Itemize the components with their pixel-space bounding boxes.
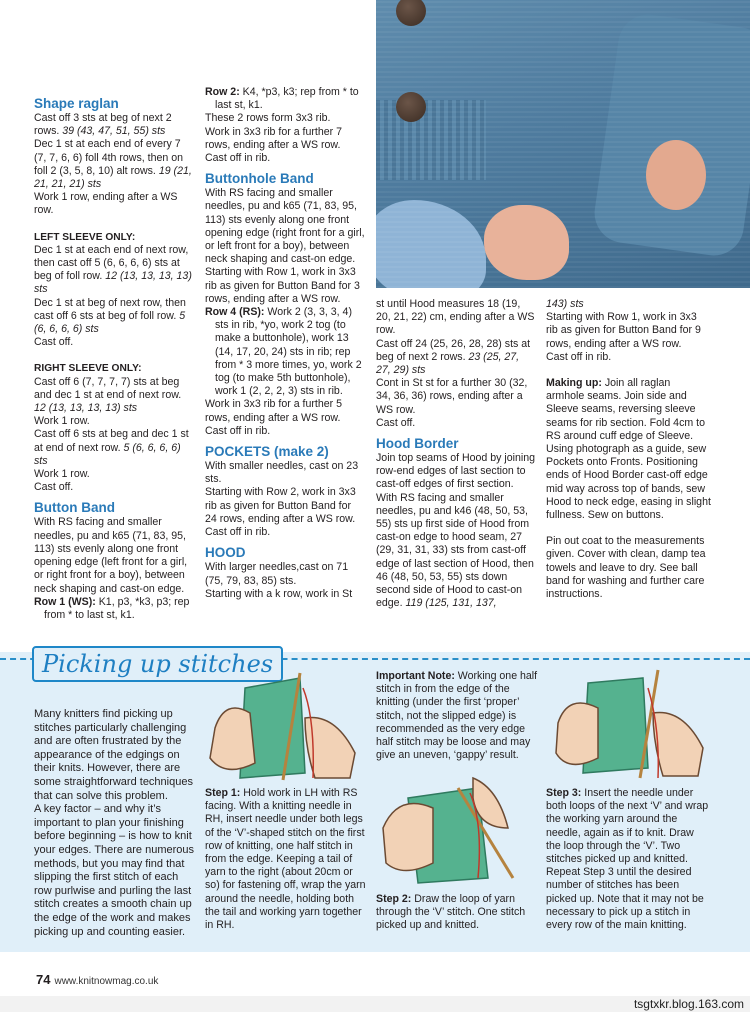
buttonhole-band-heading: Buttonhole Band bbox=[205, 171, 314, 187]
step-1-illustration bbox=[205, 668, 365, 783]
column-1 bbox=[34, 96, 194, 622]
picking-intro bbox=[34, 708, 196, 939]
hood-heading: HOOD bbox=[205, 545, 246, 561]
photo-button-bottom bbox=[396, 92, 426, 122]
website-url: www.knitnowmag.co.uk bbox=[54, 976, 159, 987]
step-2 bbox=[376, 893, 538, 933]
photo-hand-right bbox=[646, 140, 706, 210]
text: With larger needles,cast on 71 (75, 79, 83, 85) sts. bbox=[205, 561, 349, 587]
credit-text: tsgtxkr.blog.163.com bbox=[633, 997, 744, 1011]
step-2-illustration bbox=[378, 768, 538, 888]
right-sleeve-heading: RIGHT SLEEVE ONLY: bbox=[34, 363, 142, 375]
text: Cast off in rib. bbox=[205, 152, 271, 165]
text: A key factor – and why it’s important to plan your finishing before beginning – is how to knit your edges. There are numerous methods, but you may find that slipping the first stitch of each row purlwise and purling the last stitch creates a smooth chain up the edge of the work and makes picking up and counting easier. bbox=[34, 803, 194, 938]
text: Cast off in rib. bbox=[205, 424, 271, 437]
column-2 bbox=[205, 86, 365, 601]
text: Pin out coat to the measurements given. Cover with clean, damp tea towels and leave to dry. See ball band for washing and further care instructions. bbox=[546, 535, 706, 601]
text: Dec 1 st at each end of every 7 (7, 7, 6, 6) foll 4th rows, then on foll 2 (3, 5, 8, 10) alt rows. 19 (21, 21, 21, 21) sts bbox=[34, 138, 192, 191]
left-hand bbox=[383, 804, 433, 871]
text: st until Hood measures 18 (19, 20, 21, 22) cm, ending after a WS row. bbox=[376, 298, 535, 337]
picking-up-stitches-title: Picking up stitches bbox=[32, 646, 283, 682]
text: Row 2: K4, *p3, k3; rep from * to last st, k1. bbox=[205, 86, 359, 112]
text: Dec 1 st at each end of next row, then cast off 5 (6, 6, 6, 6) sts at beg of foll row. 12 (13, 13, 13, 13) sts bbox=[34, 243, 192, 296]
button-band-heading: Button Band bbox=[34, 500, 115, 516]
text: Many knitters find picking up stitches particularly challenging and are often frustrated by the appearance of the edgings on their knits. However, there are some straightforward techniques that can solve this problem. bbox=[34, 708, 193, 802]
text: Cast off 24 (25, 26, 28, 28) sts at beg of next 2 rows. 23 (25, 27, 27, 29) sts bbox=[376, 337, 531, 377]
text: Starting with Row 1, work in 3x3 rib as given for Button Band for 3 rows, ending after a WS row. bbox=[205, 266, 360, 305]
text: Work in 3x3 rib for a further 5 rows, ending after a WS row. bbox=[205, 398, 342, 424]
text: Row 4 (RS): Work 2 (3, 3, 3, 4) sts in rib, *yo, work 2 tog (to make a buttonhole), work 13 (14, 17, 20, 24) sts in rib; rep from * 3 more times, yo, work 2 tog (to make 5th buttonhole), work 1 (2, 2, 2, 3) sts in rib. bbox=[205, 306, 362, 398]
pockets-heading: POCKETS (make 2) bbox=[205, 444, 329, 460]
text: Cast off 6 (7, 7, 7, 7) sts at beg and dec 1 st at end of next row. 12 (13, 13, 13, 13) sts bbox=[34, 375, 182, 415]
text: Cast off. bbox=[34, 336, 74, 349]
important-note bbox=[376, 670, 538, 762]
step-3 bbox=[546, 787, 711, 932]
page-footer bbox=[36, 972, 158, 987]
text: Row 1 (WS): K1, p3, *k3, p3; rep from * to last st, k1. bbox=[34, 595, 190, 621]
text: Cast off in rib. bbox=[546, 350, 612, 363]
text: Work 1 row. bbox=[34, 468, 90, 481]
text: Work 1 row, ending after a WS row. bbox=[34, 191, 178, 217]
text: Dec 1 st at beg of next row, then cast off 6 sts at beg of foll row. 5 (6, 6, 6, 6) sts bbox=[34, 296, 186, 336]
text: Work in 3x3 rib for a further 7 rows, ending after a WS row. bbox=[205, 125, 342, 151]
step-1 bbox=[205, 787, 367, 932]
text: With RS facing and smaller needles, pu and k46 (48, 50, 53, 55) sts up first side of Hood from cast-on edge to hood seam, 27 (29, 31, 31, 33) sts from cast-off edge of last section of Hood, then 46 (48, 50, 53, 55) sts down second side of Hood to cast-on edge. 119 (125, 131, 137, bbox=[376, 491, 534, 610]
text: With RS facing and smaller needles, pu and k65 (71, 83, 95, 113) sts evenly along one front opening edge (right front for a girl, or left front for a boy), between neck shaping and cast-on edge. bbox=[205, 187, 365, 266]
text: Cast off 6 sts at beg and dec 1 st at end of next row. 5 (6, 6, 6, 6) sts bbox=[34, 428, 189, 467]
text: Cast off. bbox=[34, 481, 74, 494]
page-number: 74 bbox=[36, 972, 51, 987]
baby-cardigan-photo bbox=[376, 0, 750, 288]
text: Step 2: Draw the loop of yarn through the ‘V’ stitch. One stitch picked up and knitted. bbox=[376, 893, 526, 932]
column-3 bbox=[376, 298, 536, 610]
credit-bar bbox=[0, 996, 750, 1012]
left-hand bbox=[210, 708, 255, 769]
text: Starting with a k row, work in St bbox=[205, 587, 353, 600]
text: Making up: Join all raglan armhole seams. Join side and Sleeve seams, reversing sleeve seams for rib section. Fold 4cm to RS around cuff edge of Sleeve. Using photograph as a guide, sew Pockets onto Fronts. Positioning ends of Hood Border cast-off edge mid way across top of bands, sew Hood to neck edge, easing in slight fullness. Sew on buttons. bbox=[546, 377, 711, 522]
left-sleeve-heading: LEFT SLEEVE ONLY: bbox=[34, 231, 136, 243]
text: Work 1 row. bbox=[34, 415, 90, 428]
column-4 bbox=[546, 298, 711, 601]
text: 143) sts bbox=[546, 298, 584, 310]
text: With RS facing and smaller needles, pu and k65 (71, 83, 95, 113) sts evenly along one front opening edge (left front for a girl, or right front for a boy), between neck shaping and cast-on edge. bbox=[34, 516, 188, 595]
text: Cont in St st for a further 30 (32, 34, 36, 36) rows, ending after a WS row. bbox=[376, 377, 528, 416]
text: Step 3: Insert the needle under both loops of the next ‘V’ and wrap the working yarn around the needle, again as if to knit. Draw the loop through the ‘V’. Two stitches picked up and knitted. Repeat Step 3 until the desired number of stitches has been picked up. Note that it may not be necessary to pick up a stitch in every row of the main knitting. bbox=[546, 787, 709, 932]
text: Cast off 3 sts at beg of next 2 rows. 39 (43, 47, 51, 55) sts bbox=[34, 112, 172, 138]
text: These 2 rows form 3x3 rib. bbox=[205, 112, 331, 125]
right-hand bbox=[653, 712, 703, 776]
left-hand bbox=[556, 703, 598, 764]
text: Step 1: Hold work in LH with RS facing. With a knitting needle in RH, insert needle under both legs of the ‘V’-shaped stitch on the first row of knitting, one half stitch in from the edge. Keeping a tail of yarn to the right (about 20cm or so) for fastening off, wrap the yarn around the needle, holding both the tail and working yarn together in RH. bbox=[205, 787, 366, 932]
photo-hand bbox=[484, 205, 569, 280]
text: Starting with Row 1, work in 3x3 rib as given for Button Band for 9 rows, ending after a WS row. bbox=[546, 311, 701, 350]
step-3-illustration bbox=[548, 668, 713, 783]
text: With smaller needles, cast on 23 sts. bbox=[205, 460, 359, 486]
text: Starting with Row 2, work in 3x3 rib as given for Button Band for 24 rows, ending after a WS row. bbox=[205, 486, 356, 525]
shape-raglan-heading: Shape raglan bbox=[34, 96, 119, 111]
text: Join top seams of Hood by joining row-end edges of last section to cast-off edges of first section. bbox=[376, 452, 535, 491]
text: Cast off. bbox=[376, 416, 416, 429]
text: Cast off in rib. bbox=[205, 526, 271, 539]
hood-border-heading: Hood Border bbox=[376, 436, 459, 452]
text: Important Note: Working one half stitch in from the edge of the knitting (under the first ‘proper’ stitch, not the slipped edge) is recommended as the very edge half stitch may be loose and may give an uneven, ‘gappy’ result. bbox=[376, 670, 538, 762]
